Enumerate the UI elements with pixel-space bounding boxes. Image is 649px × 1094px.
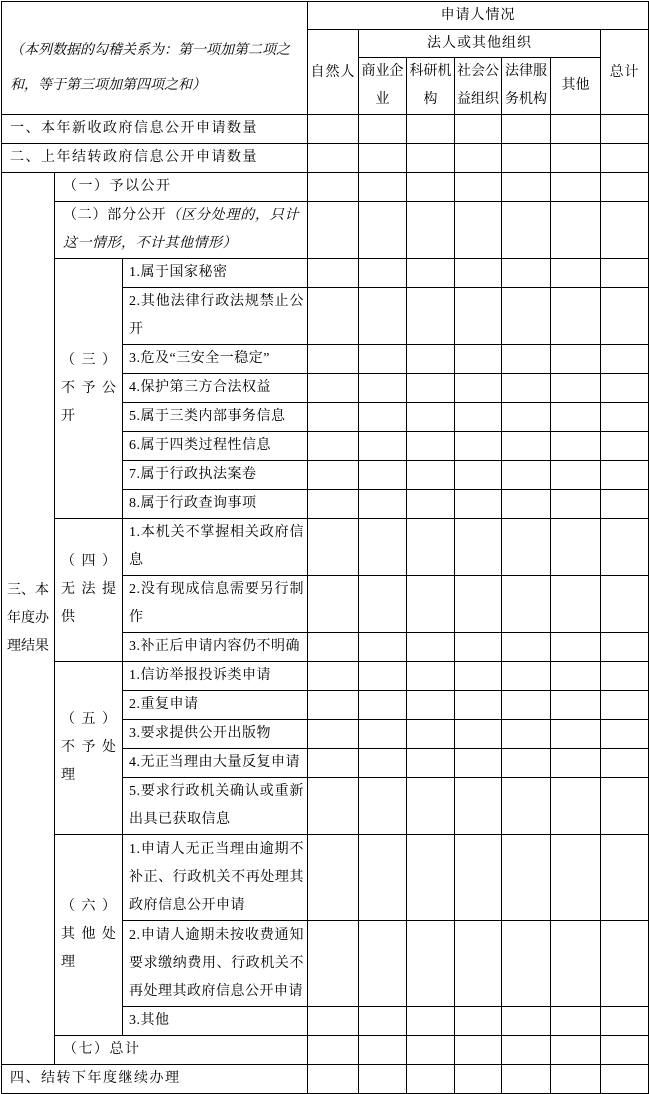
cell-empty (502, 691, 551, 720)
gov-info-disclosure-table (1, 1, 649, 1094)
cell-empty (359, 749, 407, 778)
cell-empty (601, 662, 649, 691)
cell-empty (601, 576, 649, 633)
cell-empty (551, 490, 601, 519)
cell-empty (407, 432, 455, 461)
cell-empty (551, 576, 601, 633)
row-label-partially-granted (55, 202, 308, 259)
cell-empty (308, 1036, 359, 1065)
cell-empty (308, 749, 359, 778)
cell-empty (601, 173, 649, 202)
cell-empty (308, 921, 359, 1007)
cell-empty (455, 691, 502, 720)
cell-empty (308, 1007, 359, 1036)
cell-empty (455, 115, 502, 144)
cell-empty (407, 288, 455, 345)
row-unable-item (2, 519, 649, 576)
cell-empty (308, 720, 359, 749)
cell-empty (502, 490, 551, 519)
cell-empty (407, 835, 455, 921)
cell-empty (455, 432, 502, 461)
cell-empty (502, 749, 551, 778)
cell-empty (308, 835, 359, 921)
cell-empty (455, 403, 502, 432)
cell-empty (551, 662, 601, 691)
cell-empty (407, 403, 455, 432)
cell-empty (551, 345, 601, 374)
header-org-type-research: 科研机构 (407, 58, 455, 115)
cell-empty (407, 519, 455, 576)
cell-empty (359, 778, 407, 835)
cell-empty (407, 374, 455, 403)
cell-empty (502, 202, 551, 259)
section-label-annual-results: 三、本年度办理结果 (2, 173, 55, 1065)
cell-empty (551, 202, 601, 259)
cell-empty (359, 403, 407, 432)
cell-empty (359, 115, 407, 144)
row-label-item: 4.无正当理由大量反复申请 (123, 749, 308, 778)
group-label-other-handling: （六）其他处理 (55, 835, 123, 1036)
cell-empty (308, 691, 359, 720)
cell-empty (359, 662, 407, 691)
cell-empty (601, 432, 649, 461)
header-org-type-public-welfare: 社会公益组织 (455, 58, 502, 115)
cell-empty (308, 173, 359, 202)
cell-empty (601, 1007, 649, 1036)
row-label-granted: （一）予以公开 (55, 173, 308, 202)
cell-empty (407, 633, 455, 662)
header-applicant-status: 申请人情况 (308, 2, 649, 30)
header-org-type-legal-service: 法律服务机构 (502, 58, 551, 115)
row-label-new-requests: 一、本年新收政府信息公开申请数量 (2, 115, 308, 144)
header-org-type-other: 其他 (551, 58, 601, 115)
cell-empty (601, 288, 649, 345)
cell-empty (308, 633, 359, 662)
group-label-unable-to-provide: （四）无法提供 (55, 519, 123, 662)
row-label-subtotal: （七）总计 (55, 1036, 308, 1065)
group-label-denied: （三）不予公开 (55, 259, 123, 519)
cell-empty (455, 1036, 502, 1065)
row-label-item: 2.其他法律行政法规禁止公开 (123, 288, 308, 345)
cell-empty (601, 1036, 649, 1065)
cell-empty (502, 519, 551, 576)
cell-empty (308, 1065, 359, 1094)
cell-empty (455, 633, 502, 662)
cell-empty (551, 720, 601, 749)
row-label-item: 5.属于三类内部事务信息 (123, 403, 308, 432)
cell-empty (551, 691, 601, 720)
cell-empty (407, 921, 455, 1007)
cell-empty (455, 1007, 502, 1036)
cell-empty (551, 403, 601, 432)
row-label-item: 1.信访举报投诉类申请 (123, 662, 308, 691)
cell-empty (601, 259, 649, 288)
cell-empty (601, 835, 649, 921)
cell-empty (601, 1065, 649, 1094)
cell-empty (551, 1007, 601, 1036)
cell-empty (551, 749, 601, 778)
cell-empty (551, 432, 601, 461)
cell-empty (551, 173, 601, 202)
row-label-item: 3.其他 (123, 1007, 308, 1036)
header-total: 总计 (601, 30, 649, 115)
cell-empty (455, 519, 502, 576)
cell-empty (502, 835, 551, 921)
cell-empty (455, 576, 502, 633)
note-cell: （本列数据的勾稽关系为：第一项加第二项之和，等于第三项加第四项之和） (2, 2, 308, 115)
group-label-not-processed: （五）不予处理 (55, 662, 123, 835)
row-label-item: 2.申请人逾期未按收费通知要求缴纳费用、行政机关不再处理其政府信息公开申请 (123, 921, 308, 1007)
cell-empty (502, 576, 551, 633)
cell-empty (455, 720, 502, 749)
cell-empty (308, 519, 359, 576)
cell-empty (407, 259, 455, 288)
cell-empty (407, 173, 455, 202)
cell-empty (308, 345, 359, 374)
row-label-carried-over: 二、上年结转政府信息公开申请数量 (2, 144, 308, 173)
cell-empty (359, 1007, 407, 1036)
row-label-item: 7.属于行政执法案卷 (123, 461, 308, 490)
cell-empty (359, 720, 407, 749)
cell-empty (308, 374, 359, 403)
cell-empty (407, 345, 455, 374)
cell-empty (502, 173, 551, 202)
cell-empty (407, 778, 455, 835)
cell-empty (551, 835, 601, 921)
cell-empty (359, 144, 407, 173)
row-partially-granted (2, 202, 649, 259)
cell-empty (359, 202, 407, 259)
cell-empty (407, 1065, 455, 1094)
cell-empty (551, 374, 601, 403)
cell-empty (407, 1007, 455, 1036)
cell-empty (308, 202, 359, 259)
cell-empty (407, 691, 455, 720)
cell-empty (601, 749, 649, 778)
cell-empty (455, 921, 502, 1007)
cell-empty (502, 115, 551, 144)
cell-empty (601, 519, 649, 576)
row-label-item: 3.要求提供公开出版物 (123, 720, 308, 749)
cell-empty (359, 1065, 407, 1094)
row-label-item: 3.补正后申请内容仍不明确 (123, 633, 308, 662)
cell-empty (359, 374, 407, 403)
row-label-item: 2.没有现成信息需要另行制作 (123, 576, 308, 633)
cell-empty (308, 778, 359, 835)
row-label-item: 6.属于四类过程性信息 (123, 432, 308, 461)
cell-empty (601, 720, 649, 749)
cell-empty (308, 144, 359, 173)
row-subtotal (2, 1036, 649, 1065)
cell-empty (359, 461, 407, 490)
row-label-item: 2.重复申请 (123, 691, 308, 720)
cell-empty (455, 662, 502, 691)
cell-empty (407, 144, 455, 173)
row-new-requests (2, 115, 649, 144)
cell-empty (502, 1065, 551, 1094)
cell-empty (407, 720, 455, 749)
cell-empty (455, 749, 502, 778)
cell-empty (359, 835, 407, 921)
cell-empty (502, 461, 551, 490)
cell-empty (502, 432, 551, 461)
cell-empty (308, 490, 359, 519)
cell-empty (502, 720, 551, 749)
cell-empty (455, 778, 502, 835)
cell-empty (502, 1007, 551, 1036)
row-label-item: 1.申请人无正当理由逾期不补正、行政机关不再处理其政府信息公开申请 (123, 835, 308, 921)
cell-empty (455, 173, 502, 202)
cell-empty (455, 259, 502, 288)
cell-empty (502, 662, 551, 691)
cell-empty (502, 1036, 551, 1065)
cell-empty (502, 778, 551, 835)
cell-empty (407, 202, 455, 259)
cell-empty (601, 921, 649, 1007)
cell-empty (502, 633, 551, 662)
cell-empty (308, 288, 359, 345)
cell-empty (455, 144, 502, 173)
row-label-next-year: 四、结转下年度继续办理 (2, 1065, 308, 1094)
cell-empty (601, 374, 649, 403)
partially-granted-main: （二）部分公开 (63, 208, 167, 223)
cell-empty (601, 490, 649, 519)
cell-empty (308, 662, 359, 691)
cell-empty (551, 288, 601, 345)
row-label-item: 3.危及“三安全一稳定” (123, 345, 308, 374)
row-label-item: 5.要求行政机关确认或重新出具已获取信息 (123, 778, 308, 835)
cell-empty (551, 115, 601, 144)
cell-empty (502, 288, 551, 345)
cell-empty (601, 461, 649, 490)
header-org-type-commercial: 商业企业 (359, 58, 407, 115)
cell-empty (407, 1036, 455, 1065)
cell-empty (455, 490, 502, 519)
cell-empty (359, 519, 407, 576)
row-other-handling-item (2, 835, 649, 921)
cell-empty (601, 345, 649, 374)
cell-empty (601, 403, 649, 432)
row-label-item: 1.本机关不掌握相关政府信息 (123, 519, 308, 576)
cell-empty (407, 490, 455, 519)
cell-empty (551, 1036, 601, 1065)
cell-empty (359, 490, 407, 519)
row-label-item: 1.属于国家秘密 (123, 259, 308, 288)
cell-empty (407, 115, 455, 144)
cell-empty (359, 259, 407, 288)
cell-empty (308, 259, 359, 288)
row-label-item: 8.属于行政查询事项 (123, 490, 308, 519)
cell-empty (359, 173, 407, 202)
cell-empty (359, 432, 407, 461)
cell-empty (407, 576, 455, 633)
row-label-item: 4.保护第三方合法权益 (123, 374, 308, 403)
cell-empty (601, 778, 649, 835)
cell-empty (308, 461, 359, 490)
row-not-processed-item (2, 662, 649, 691)
cell-empty (551, 778, 601, 835)
cell-empty (455, 374, 502, 403)
cell-empty (407, 749, 455, 778)
cell-empty (502, 345, 551, 374)
cell-empty (502, 403, 551, 432)
cell-empty (308, 432, 359, 461)
cell-empty (359, 345, 407, 374)
cell-empty (601, 115, 649, 144)
cell-empty (308, 115, 359, 144)
cell-empty (455, 345, 502, 374)
cell-empty (455, 1065, 502, 1094)
cell-empty (308, 576, 359, 633)
header-natural-person: 自然人 (308, 30, 359, 115)
cell-empty (601, 144, 649, 173)
cell-empty (455, 461, 502, 490)
cell-empty (551, 633, 601, 662)
row-carried-over (2, 144, 649, 173)
cell-empty (407, 461, 455, 490)
cell-empty (359, 576, 407, 633)
cell-empty (551, 921, 601, 1007)
cell-empty (407, 662, 455, 691)
cell-empty (551, 461, 601, 490)
cell-empty (359, 1036, 407, 1065)
cell-empty (601, 691, 649, 720)
cell-empty (502, 374, 551, 403)
cell-empty (455, 202, 502, 259)
cell-empty (551, 1065, 601, 1094)
cell-empty (455, 288, 502, 345)
cell-empty (551, 519, 601, 576)
partially-granted-note: （区分处理的，只计这一情形，不计其他情形） (63, 208, 300, 251)
row-denied-item (2, 259, 649, 288)
cell-empty (551, 259, 601, 288)
cell-empty (455, 835, 502, 921)
cell-empty (359, 633, 407, 662)
cell-empty (502, 144, 551, 173)
row-granted (2, 173, 649, 202)
cell-empty (601, 633, 649, 662)
cell-empty (601, 202, 649, 259)
cell-empty (308, 403, 359, 432)
row-next-year (2, 1065, 649, 1094)
cell-empty (359, 691, 407, 720)
cell-empty (359, 288, 407, 345)
cell-empty (551, 144, 601, 173)
header-row-1 (2, 2, 649, 30)
cell-empty (502, 259, 551, 288)
cell-empty (359, 921, 407, 1007)
header-legal-or-other-org: 法人或其他组织 (359, 30, 601, 58)
cell-empty (502, 921, 551, 1007)
